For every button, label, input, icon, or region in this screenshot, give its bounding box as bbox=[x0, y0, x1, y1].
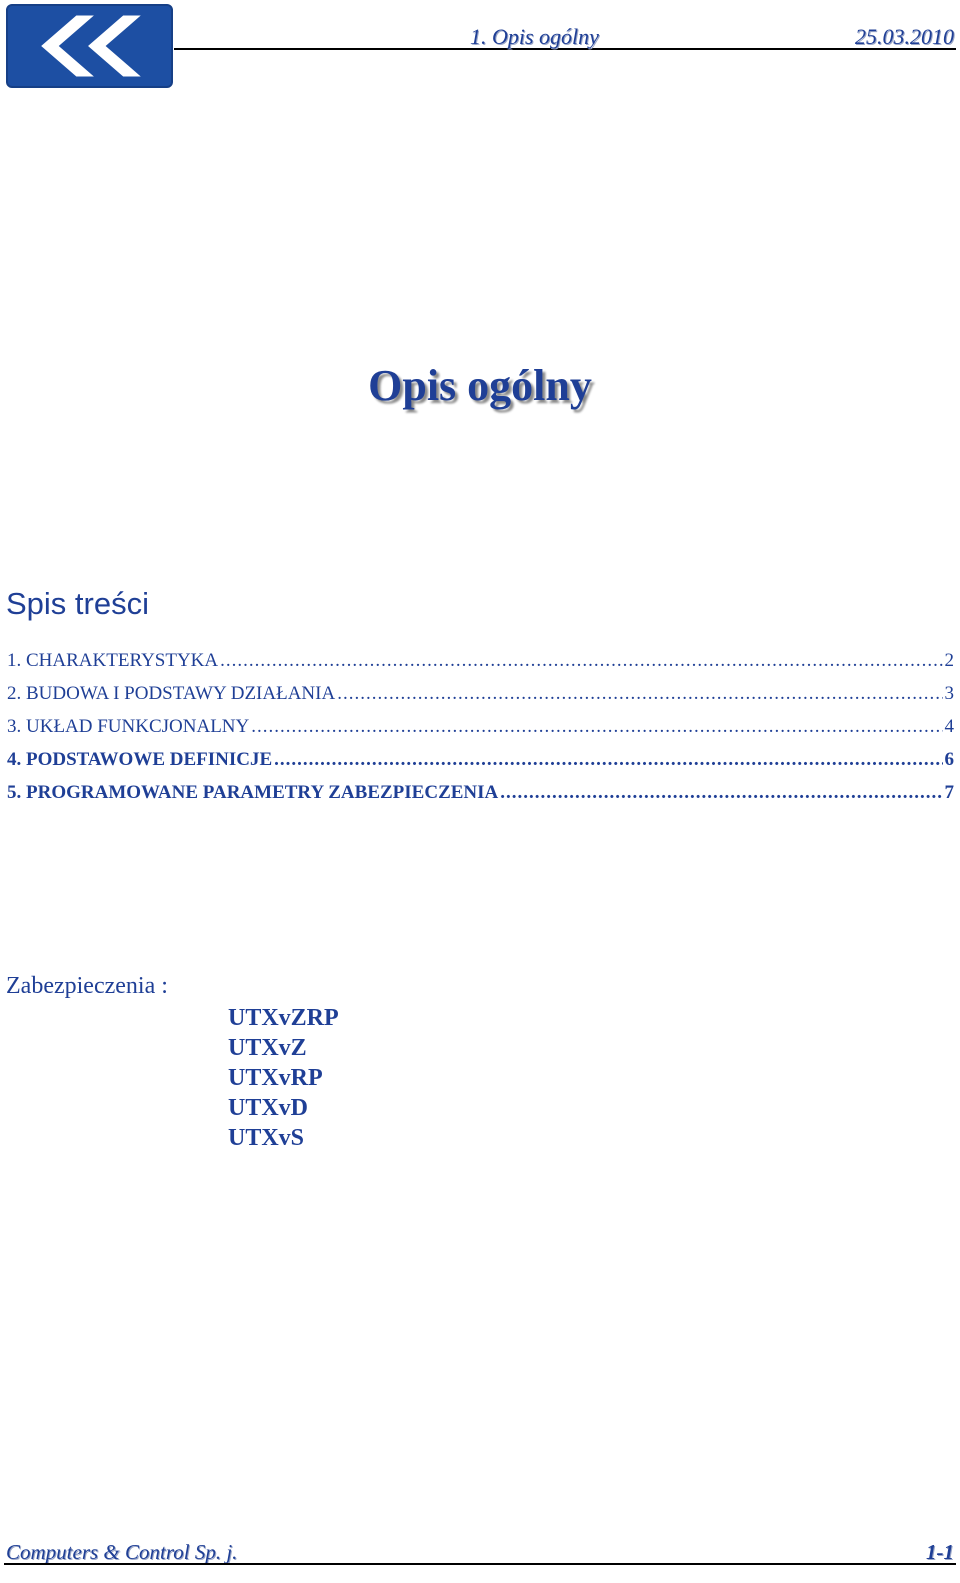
header-chapter: 1. Opis ogólny bbox=[470, 24, 599, 49]
toc-entry-page: 3 bbox=[944, 683, 954, 704]
toc-entry-text: 2. BUDOWA I PODSTAWY DZIAŁANIA bbox=[7, 683, 336, 704]
protection-item: UTXvS bbox=[228, 1125, 305, 1151]
footer-page-number: 1-1 bbox=[926, 1540, 954, 1564]
toc-list bbox=[7, 650, 954, 815]
toc-leader-dots bbox=[220, 650, 942, 672]
toc-entry[interactable] bbox=[7, 683, 954, 716]
document-title: Opis ogólny bbox=[368, 361, 592, 410]
footer-rule bbox=[4, 1563, 956, 1565]
toc-entry[interactable] bbox=[7, 650, 954, 683]
double-chevron-left-icon bbox=[8, 6, 171, 86]
protection-item: UTXvZRP bbox=[228, 1005, 339, 1031]
toc-entry-text: 3. UKŁAD FUNKCJONALNY bbox=[7, 716, 250, 737]
protection-item: UTXvD bbox=[228, 1095, 309, 1121]
toc-entry-page: 2 bbox=[944, 650, 954, 671]
toc-entry-page: 4 bbox=[944, 716, 954, 737]
toc-entry[interactable] bbox=[7, 716, 954, 749]
toc-entry[interactable] bbox=[7, 782, 954, 815]
toc-entry-text: 4. PODSTAWOWE DEFINICJE bbox=[7, 749, 273, 770]
toc-leader-dots bbox=[337, 683, 942, 705]
toc-heading: Spis treści bbox=[6, 586, 149, 621]
footer-company: Computers & Control Sp. j. bbox=[6, 1540, 238, 1564]
toc-entry-text: 5. PROGRAMOWANE PARAMETRY ZABEZPIECZENIA bbox=[7, 782, 499, 803]
toc-leader-dots bbox=[274, 749, 942, 771]
protections-list bbox=[228, 1003, 339, 1153]
toc-entry[interactable] bbox=[7, 749, 954, 782]
toc-leader-dots bbox=[251, 716, 942, 738]
toc-entry-page: 7 bbox=[944, 782, 954, 803]
toc-entry-text: 1. CHARAKTERYSTYKA bbox=[7, 650, 219, 671]
toc-entry-page: 6 bbox=[944, 749, 954, 770]
toc-leader-dots bbox=[500, 782, 942, 804]
protection-item: UTXvRP bbox=[228, 1065, 323, 1091]
protections-label: Zabezpieczenia : bbox=[6, 973, 168, 999]
protection-item: UTXvZ bbox=[228, 1035, 307, 1061]
company-logo bbox=[6, 4, 173, 88]
header-date: 25.03.2010 bbox=[855, 24, 954, 49]
